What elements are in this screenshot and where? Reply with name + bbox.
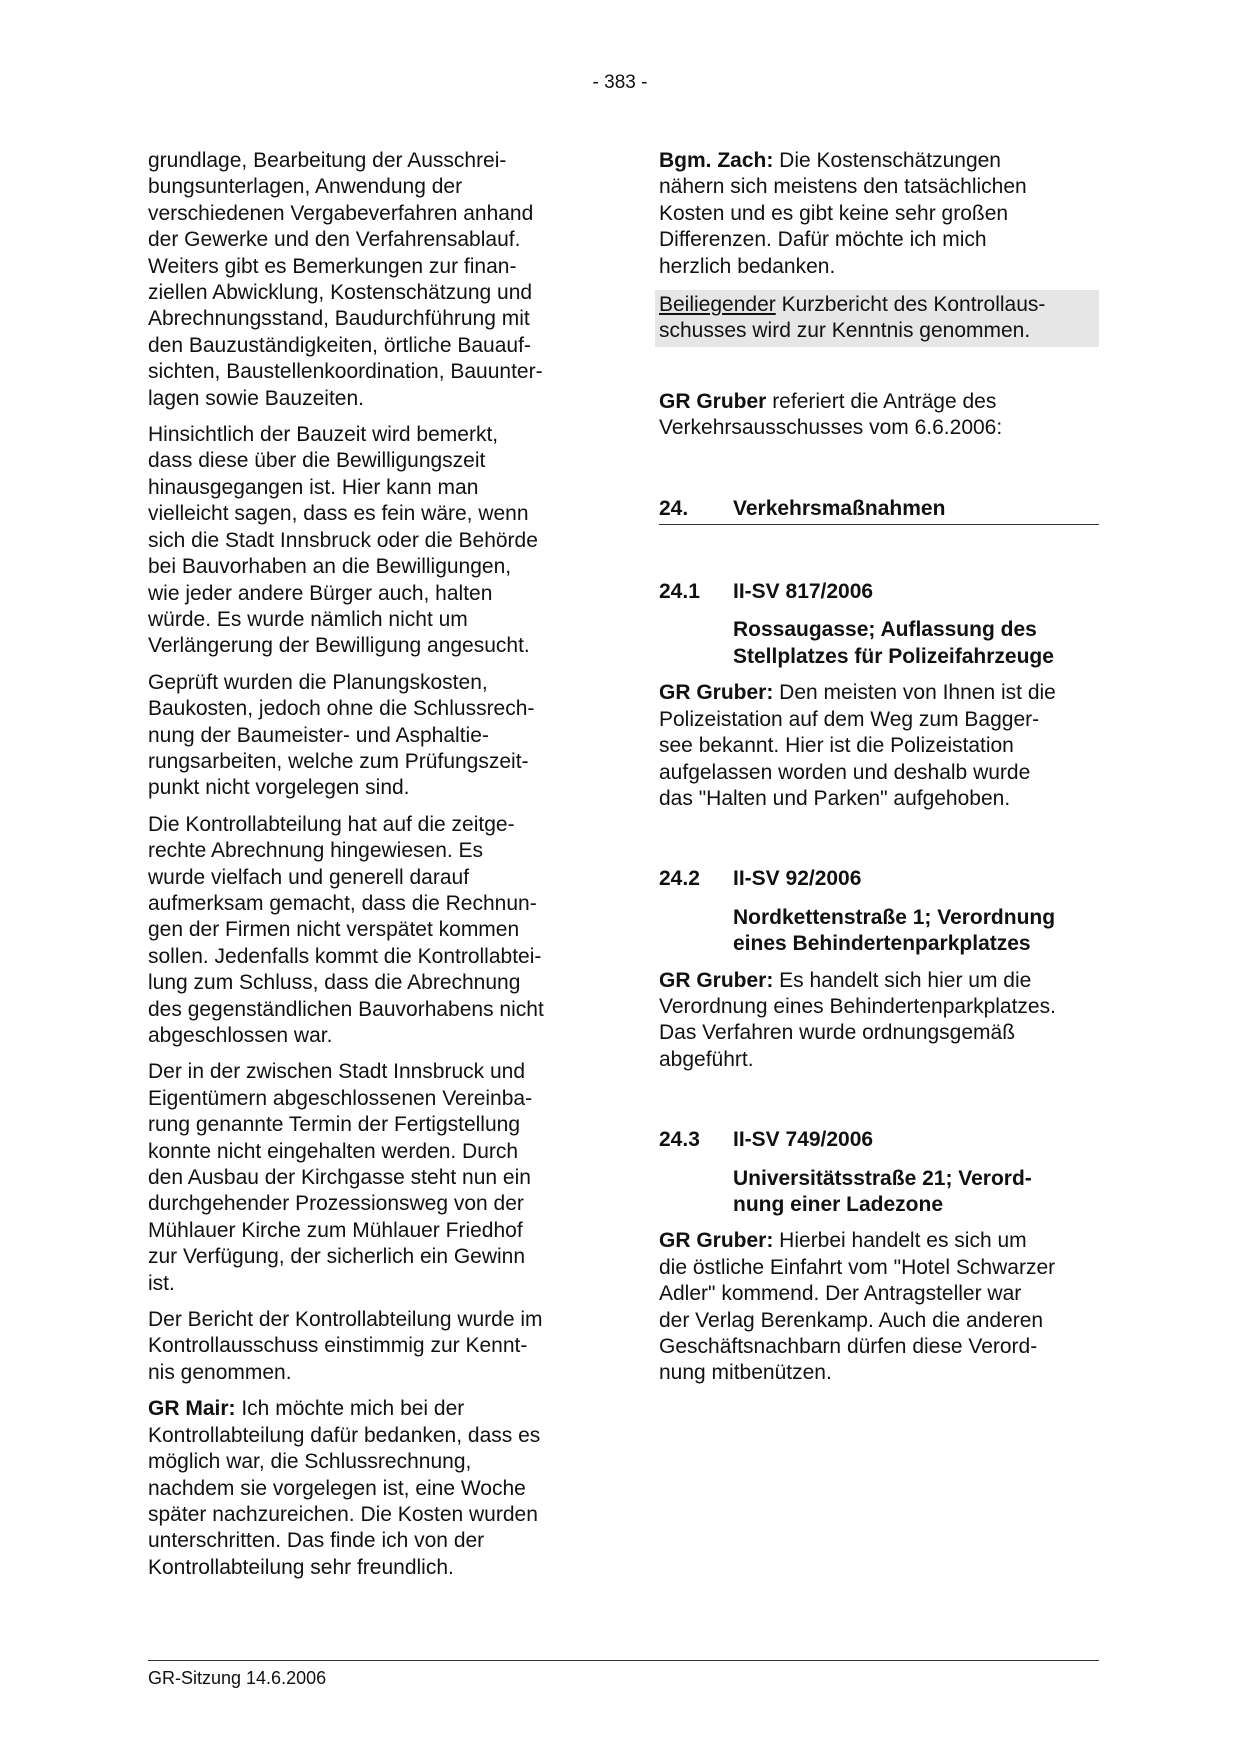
paragraph-bauzeit: Hinsichtlich der Bauzeit wird bemerkt, dass diese über die Bewilligungszeit hinausgegangen ist. Hier kann man vielleicht sagen, dass es fein wäre, wenn sich die Stadt Innsbruck oder die Behörde bei Bauvorhaben an die Bewilligungen, wie jeder andere Bürger auch, halten würde. Es wurde nämlich nicht um Verlängerung der Bewilligung angesucht. bbox=[148, 423, 538, 658]
item-heading: 24.2 II-SV 92/2006 bbox=[659, 867, 862, 891]
speaker-name: GR Gruber bbox=[659, 389, 767, 413]
footer-text: GR-Sitzung 14.6.2006 bbox=[148, 1668, 327, 1688]
item-heading: 24.3 II-SV 749/2006 bbox=[659, 1128, 874, 1152]
right-column bbox=[659, 148, 1099, 1397]
paragraph-abrechnung: Die Kontrollabteilung hat auf die zeitge- rechte Abrechnung hingewiesen. Es wurde vielfach und generell darauf aufmerksam gemacht, dass die Rechnun- gen der Firmen nicht verspätet kommen sollen. Jedenfalls kommt die Kontrollabtei- lung zum Schluss, dass die Abrechnung des gegenständlichen Bauvorhabens nicht abgeschlossen war. bbox=[148, 812, 544, 1047]
left-column bbox=[148, 148, 586, 1591]
underlined-word: Beiliegender bbox=[659, 293, 776, 317]
paragraph-gr-mair: GR Mair: Ich möchte mich bei der Kontrollabteilung dafür bedanken, dass es möglich war, die Schlussrechnung, nachdem sie vorgelegen ist, eine Woche später nachzureichen. Die Kosten wurden unterschritten. Das finde ich von der Kontrollabteilung sehr freundlich. bbox=[148, 1397, 541, 1579]
item-subject: Universitätsstraße 21; Verord- nung einer Ladezone bbox=[733, 1166, 1032, 1216]
item-heading: 24.1 II-SV 817/2006 bbox=[659, 580, 874, 604]
item-subject: Rossaugasse; Auflassung des Stellplatzes für Polizeifahrzeuge bbox=[733, 618, 1054, 668]
resolution-highlight: Beiliegender Kurzbericht des Kontrollaus- schusses wird zur Kenntnis genommen. bbox=[655, 290, 1099, 347]
paragraph-bgm-zach: Bgm. Zach: Die Kostenschätzungen nähern sich meistens den tatsächlichen Kosten und es gibt keine sehr großen Differenzen. Dafür möchte ich mich herzlich bedanken. bbox=[659, 149, 1027, 278]
footer-rule bbox=[148, 1660, 1099, 1661]
paragraph-bericht: Der Bericht der Kontrollabteilung wurde im Kontrollausschuss einstimmig zur Kennt- nis genommen. bbox=[148, 1308, 543, 1384]
item-paragraph: GR Gruber: Es handelt sich hier um die Verordnung eines Behindertenparkplatzes. Das Verfahren wurde ordnungsgemäß abgeführt. bbox=[659, 968, 1056, 1071]
speaker-name: GR Gruber: bbox=[659, 968, 774, 992]
speaker-name: Bgm. Zach: bbox=[659, 149, 774, 172]
paragraph-termin: Der in der zwischen Stadt Innsbruck und Eigentümern abgeschlossenen Vereinba- rung genannte Termin der Fertigstellung konnte nicht eingehalten werden. Durch den Ausbau der Kirchgasse steht nun ein durchgehender Prozessionsweg von der Mühlauer Kirche zum Mühlauer Friedhof zur Verfügung, der sicherlich ein Gewinn ist. bbox=[148, 1060, 533, 1295]
paragraph-scope: grundlage, Bearbeitung der Ausschrei- bungsunterlagen, Anwendung der verschiedenen Vergabeverfahren anhand der Gewerke und den Verfahrensablauf. Weiters gibt es Bemerkungen zur finan- ziellen Abwicklung, Kostenschätzung und Abrechnungsstand, Baudurchführung mit den Bauzuständigkeiten, örtliche Bauauf- sichten, Baustellenkoordination, Bauunter- lagen sowie Bauzeiten. bbox=[148, 149, 543, 410]
item-paragraph: GR Gruber: Den meisten von Ihnen ist die Polizeistation auf dem Weg zum Bagger- see bekannt. Hier ist die Polizeistation aufgelassen worden und deshalb wurde das "Halten und Parken" aufgehoben. bbox=[659, 681, 1056, 810]
paragraph-kosten: Geprüft wurden die Planungskosten, Baukosten, jedoch ohne die Schlussrech- nung der Baumeister- und Asphaltie- rungsarbeiten, welche zum Prüfungszeit- punkt nicht vorgelegen sind. bbox=[148, 670, 535, 800]
speaker-name: GR Mair: bbox=[148, 1397, 236, 1421]
item-subject: Nordkettenstraße 1; Verordnung eines Behindertenparkplatzes bbox=[733, 905, 1056, 956]
item-paragraph: GR Gruber: Hierbei handelt es sich um die östliche Einfahrt vom "Hotel Schwarzer Adler" kommend. Der Antragsteller war der Verlag Berenkamp. Auch die anderen Geschäftsnachbarn dürfen diese Verord- nung mitbenützen. bbox=[659, 1229, 1056, 1385]
paragraph-gr-gruber-intro: GR Gruber referiert die Anträge des Verkehrsausschusses vom 6.6.2006: bbox=[659, 389, 1003, 440]
section-heading: 24. Verkehrsmaßnahmen bbox=[659, 496, 1099, 525]
page-number: - 383 - bbox=[592, 72, 648, 93]
speaker-name: GR Gruber: bbox=[659, 681, 774, 705]
speaker-name: GR Gruber: bbox=[659, 1229, 774, 1253]
